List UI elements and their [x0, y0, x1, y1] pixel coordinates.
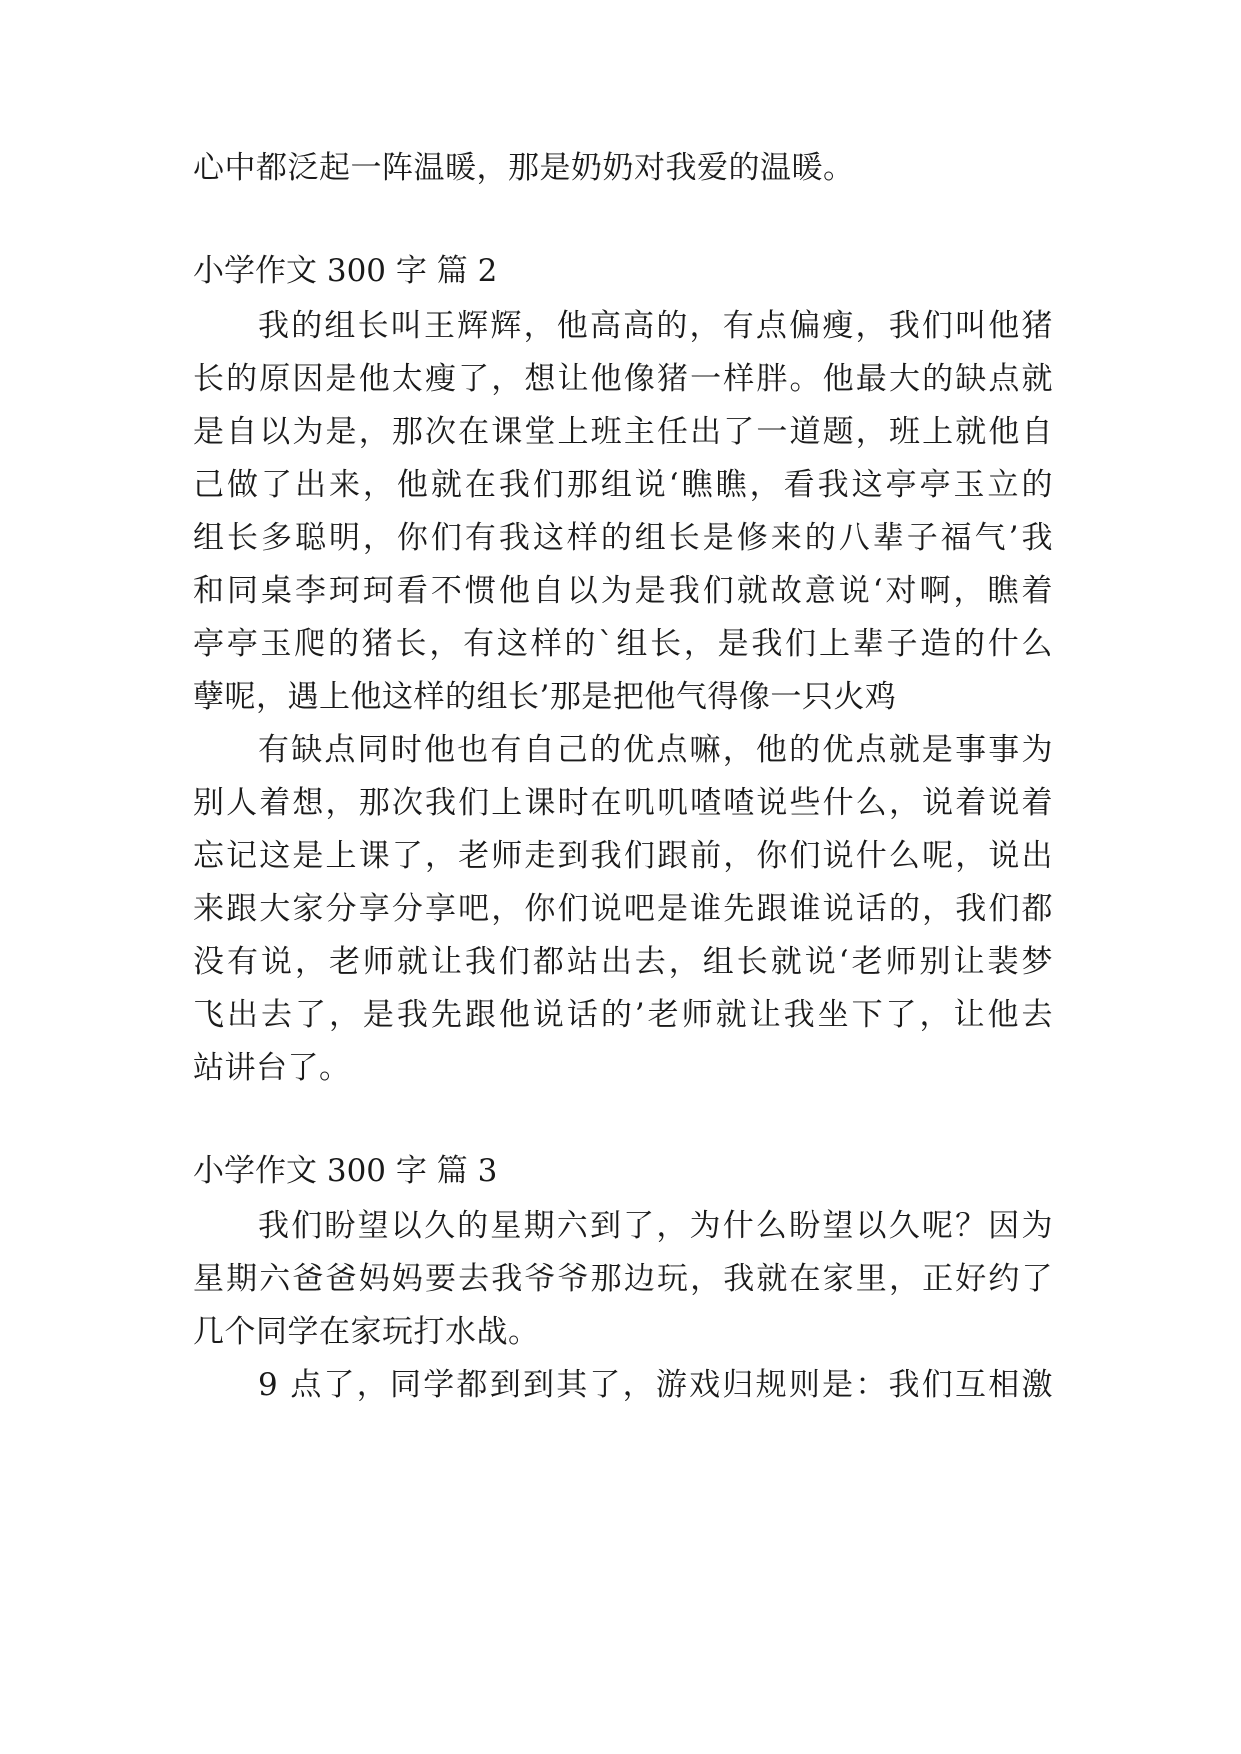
section-2-paragraph-2-line: 忘记这是上课了，老师走到我们跟前，你们说什么呢，说出 — [193, 838, 1053, 874]
section-3-paragraph-1-line: 我们盼望以久的星期六到了，为什么盼望以久呢？因为 — [258, 1208, 1053, 1244]
section-2-paragraph-1-line: 己做了出来，他就在我们那组说‘瞧瞧，看我这亭亭玉立的 — [193, 467, 1053, 503]
section-2-heading: 小学作文 300 字 篇 2 — [193, 253, 498, 289]
section-3-paragraph-1-line: 几个同学在家玩打水战。 — [193, 1314, 540, 1350]
section-2-paragraph-2-line: 有缺点同时他也有自己的优点嘛，他的优点就是事事为 — [258, 732, 1053, 768]
section-3-paragraph-2-line: 9 点了，同学都到到其了，游戏归规则是：我们互相激 — [258, 1367, 1053, 1403]
section-2-paragraph-2-line: 飞出去了，是我先跟他说话的’老师就让我坐下了，让他去 — [193, 997, 1053, 1033]
intro-closing-line: 心中都泛起一阵温暖，那是奶奶对我爱的温暖。 — [193, 150, 855, 186]
section-3-paragraph-1-line: 星期六爸爸妈妈要去我爷爷那边玩，我就在家里，正好约了 — [193, 1261, 1053, 1297]
section-2-paragraph-1-line: 孽呢，遇上他这样的组长’那是把他气得像一只火鸡 — [193, 679, 897, 715]
section-2-paragraph-2-line: 站讲台了。 — [193, 1050, 351, 1086]
section-3-heading: 小学作文 300 字 篇 3 — [193, 1153, 498, 1189]
section-2-paragraph-1-line: 长的原因是他太瘦了，想让他像猪一样胖。他最大的缺点就 — [193, 361, 1053, 397]
section-2-paragraph-1-line: 亭亭玉爬的猪长，有这样的`组长，是我们上辈子造的什么 — [193, 626, 1053, 662]
section-2-paragraph-1-line: 是自以为是，那次在课堂上班主任出了一道题，班上就他自 — [193, 414, 1053, 450]
section-2-paragraph-1-line: 我的组长叫王辉辉，他高高的，有点偏瘦，我们叫他猪 — [258, 308, 1053, 344]
section-2-paragraph-2-line: 别人着想，那次我们上课时在叽叽喳喳说些什么，说着说着 — [193, 785, 1053, 821]
section-2-paragraph-2-line: 来跟大家分享分享吧，你们说吧是谁先跟谁说话的，我们都 — [193, 891, 1053, 927]
section-2-paragraph-1-line: 组长多聪明，你们有我这样的组长是修来的八辈子福气’我 — [193, 520, 1053, 556]
section-2-paragraph-1-line: 和同桌李珂珂看不惯他自以为是我们就故意说‘对啊，瞧着 — [193, 573, 1053, 609]
section-2-paragraph-2-line: 没有说，老师就让我们都站出去，组长就说‘老师别让裴梦 — [193, 944, 1053, 980]
